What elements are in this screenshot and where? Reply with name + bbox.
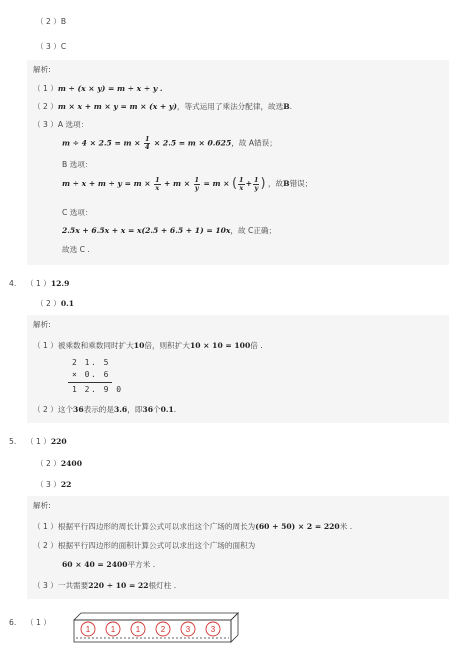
q4-answer-2: （ 2 ）0.1 (36, 299, 75, 308)
box-top-face (74, 613, 238, 620)
box-diagram (70, 609, 242, 645)
step-prefix: （ 1 ） (33, 84, 58, 93)
option-c-derivation (62, 225, 276, 236)
circle-labels (81, 622, 220, 636)
answer-3: （ 3 ）C (36, 42, 67, 51)
choice: B (283, 102, 290, 111)
analysis-label: 解析: (33, 65, 51, 74)
fraction: $\frac{1}{x}$ (155, 175, 160, 192)
formula-part: m ÷ 4 × 2.5 = m × (62, 138, 141, 148)
box-side-face (231, 613, 238, 642)
question-number-6: 6. (9, 618, 17, 627)
circled-number-label: 1 (110, 625, 116, 634)
q5-step-2: （ 2 ）根据平行四边形的面积计算公式可以求出这个广场的面积为 (33, 541, 256, 550)
circled-number-label: 3 (210, 625, 216, 634)
formula: m ÷ (x × y) = m ÷ x ÷ y . (57, 84, 163, 93)
calc-divider (68, 382, 112, 383)
q6-answer-1-prefix: （ 1 ） (26, 618, 51, 627)
analysis-step-3-label: （ 3 ）A 选项： (33, 120, 89, 129)
vertical-calc-row-2: × 0. 6 (72, 370, 110, 379)
q5-step-3: （ 3 ）一共需要220 ÷ 10 = 22根灯柱 . (33, 581, 177, 590)
final-answer: 故选 C . (62, 245, 90, 254)
analysis-step-1 (33, 83, 163, 94)
circled-number-label: 3 (185, 625, 191, 634)
circled-number-label: 1 (135, 625, 141, 634)
q5-answer-3: （ 3 ）22 (36, 480, 72, 489)
step-end: . (289, 102, 293, 111)
q5-step-2-result: 60 × 40 = 2400平方米 . (62, 560, 156, 569)
q5-answer-2: （ 2 ）2400 (36, 459, 82, 468)
option-b-label: B 选项： (62, 160, 93, 169)
circled-number-label: 2 (160, 625, 166, 634)
question-number-5: 5. (9, 437, 17, 446)
q5-step-1: （ 1 ）根据平行四边形的周长计算公式可以求出这个广场的周长为(60 + 50) × 2 = 220米 . (33, 522, 353, 531)
analysis-label: 解析: (33, 501, 51, 510)
fraction: $\frac{1}{y}$ (253, 175, 259, 192)
box-front-face (74, 620, 231, 642)
step-text: ，等式运用了乘法分配律，故选 (176, 102, 284, 111)
q5-answer-1: （ 1 ）220 (26, 437, 67, 446)
option-a-conclusion: ，故 A错误； (231, 138, 277, 148)
option-a-derivation (62, 136, 277, 151)
vertical-calc-row-3: 1 2. 9 0 (72, 385, 123, 394)
option-b-derivation: m ÷ x + m ÷ y = m × $\frac{1}{x}$ + m × $\frac{1}{y}$ = m × ( $\frac{1}{x}$ + $\frac{1}{y}$ ) ，故B错误； (62, 175, 313, 192)
q4-step-1: （ 1 ）被乘数和乘数同时扩大10倍，则积扩大10 × 10 = 100倍 . (33, 341, 263, 350)
option-c-label: C 选项： (62, 208, 93, 217)
formula: 2.5x + 6.5x + x = x(2.5 + 6.5 + 1) = 10x (62, 226, 231, 235)
fraction: $\frac{1}{4}$ (144, 135, 150, 151)
formula-part: × 2.5 = m × 0.625 (153, 138, 232, 148)
formula: m × x + m × y = m × (x + y) (57, 102, 177, 111)
q4-step-2: （ 2 ）这个36表示的是3.6，即36个0.1. (33, 405, 177, 414)
q4-answer-1: （ 1 ）12.9 (26, 279, 70, 288)
option-c-conclusion: ，故 C正确； (230, 226, 277, 235)
fraction: $\frac{1}{y}$ (194, 175, 200, 192)
analysis-label: 解析: (33, 320, 51, 329)
question-number-4: 4. (9, 279, 17, 288)
vertical-calc-row-1: 2 1. 5 (72, 358, 110, 367)
circled-number-label: 1 (85, 625, 91, 634)
fraction: $\frac{1}{x}$ (239, 175, 244, 192)
answer-2: （ 2 ）B (36, 17, 67, 26)
analysis-step-2 (33, 101, 292, 112)
step-prefix: （ 2 ） (33, 102, 58, 111)
